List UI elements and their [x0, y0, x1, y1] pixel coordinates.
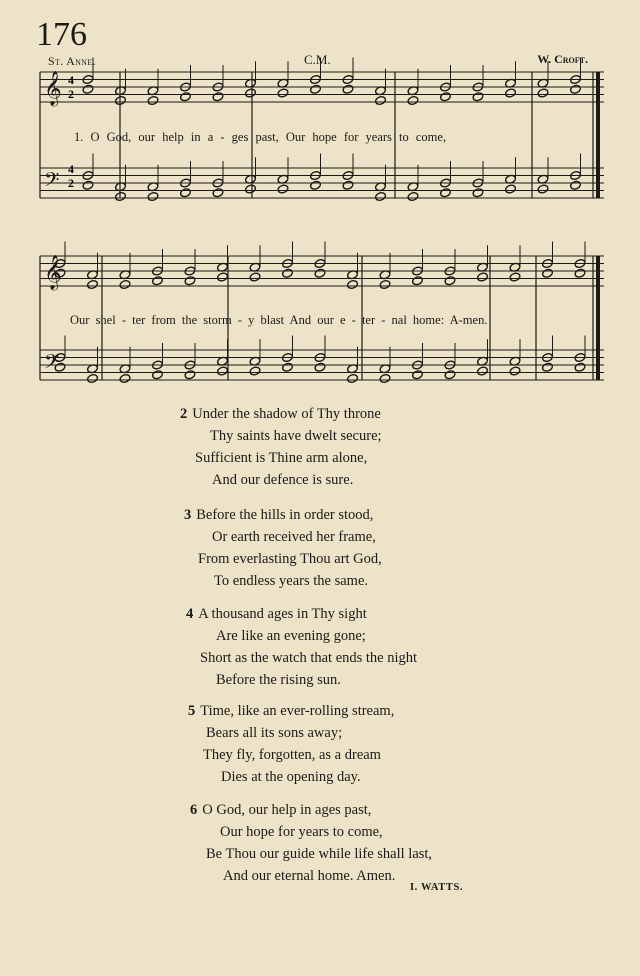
note-head: [444, 370, 456, 380]
note-head: [347, 279, 359, 289]
note-head: [509, 272, 521, 282]
note-head: [184, 276, 196, 286]
music-lyric-line-2: Our shel - ter from the storm - y blast And our e - ter - nal home: A-men.: [70, 313, 488, 327]
verse-line: Or earth received her frame,: [212, 529, 376, 545]
bass-clef-icon: 𝄢: [44, 350, 60, 378]
verse-line: Dies at the opening day.: [221, 769, 361, 785]
note-head: [570, 180, 582, 190]
verse-line: [190, 802, 371, 819]
note-head: [152, 370, 164, 380]
note-head: [282, 362, 294, 372]
note-head: [249, 272, 261, 282]
verse-number: 6: [190, 802, 198, 818]
note-head: [314, 268, 326, 278]
note-head: [407, 95, 419, 105]
note-head: [87, 373, 99, 383]
note-head: [444, 276, 456, 286]
verse-line: Thy saints have dwelt secure;: [210, 428, 382, 444]
note-head: [472, 92, 484, 102]
verse-line: They fly, forgotten, as a dream: [203, 747, 381, 763]
verse-line: Sufficient is Thine arm alone,: [195, 450, 368, 466]
verse-line: [184, 507, 373, 524]
composer: W. Croft.: [537, 52, 588, 66]
note-head: [245, 184, 257, 194]
treble-clef-icon: 𝄞: [44, 71, 62, 106]
note-head: [542, 362, 554, 372]
time-signature-top: 4: [68, 73, 74, 87]
verse-line: [188, 703, 394, 720]
bass-time-signature-bottom: 2: [68, 176, 74, 190]
tune-name: St. Anne.: [48, 54, 96, 68]
verse-text: O God, our help in ages past,: [202, 802, 372, 818]
note-head: [440, 92, 452, 102]
note-head: [570, 84, 582, 94]
note-head: [505, 88, 517, 98]
note-head: [245, 88, 257, 98]
note-head: [217, 366, 229, 376]
meter: C.M.: [304, 52, 331, 67]
note-head: [477, 272, 489, 282]
note-head: [314, 362, 326, 372]
note-head: [277, 184, 289, 194]
note-head: [180, 92, 192, 102]
note-head: [412, 370, 424, 380]
staff-systems: [40, 58, 604, 384]
note-head: [282, 268, 294, 278]
note-head: [147, 191, 159, 201]
note-head: [477, 366, 489, 376]
verse-number: 3: [184, 507, 192, 523]
bass-time-signature-top: 4: [68, 162, 74, 176]
note-head: [347, 373, 359, 383]
note-head: [147, 95, 159, 105]
verse-line: Our hope for years to come,: [220, 824, 383, 840]
verse-line: And our defence is sure.: [212, 472, 354, 488]
verse-line: Are like an evening gone;: [216, 628, 366, 644]
verse-text: Before the hills in order stood,: [196, 507, 374, 523]
note-head: [212, 188, 224, 198]
verse-line: And our eternal home. Amen.: [223, 868, 396, 884]
note-head: [537, 88, 549, 98]
time-signature-bottom: 2: [68, 87, 74, 101]
verse-line: Short as the watch that ends the night: [200, 650, 418, 666]
verse-number: 2: [180, 406, 188, 422]
hymn-number: 176: [36, 16, 87, 53]
verse-line: Bears all its sons away;: [206, 725, 343, 741]
note-head: [119, 373, 131, 383]
note-head: [574, 362, 586, 372]
note-head: [342, 180, 354, 190]
note-head: [542, 268, 554, 278]
music-lyric-line-1: 1. O God, our help in a - ges past, Our hope for years to come,: [74, 130, 447, 144]
verse-text: A thousand ages in Thy sight: [198, 606, 367, 622]
note-head: [82, 180, 94, 190]
note-head: [412, 276, 424, 286]
note-head: [119, 279, 131, 289]
note-head: [87, 279, 99, 289]
note-head: [407, 191, 419, 201]
verse-line: From everlasting Thou art God,: [198, 551, 382, 567]
note-head: [342, 84, 354, 94]
verse-text: Time, like an ever-rolling stream,: [200, 703, 395, 719]
note-head: [180, 188, 192, 198]
verse-line: [186, 606, 367, 623]
note-head: [184, 370, 196, 380]
author: I. WATTS.: [410, 882, 464, 893]
verse-line: Before the rising sun.: [216, 672, 341, 688]
note-head: [82, 84, 94, 94]
note-head: [152, 276, 164, 286]
verse-number: 5: [188, 703, 196, 719]
note-head: [509, 366, 521, 376]
note-head: [537, 184, 549, 194]
verse-line: To endless years the same.: [214, 573, 369, 589]
note-head: [379, 373, 391, 383]
verse-line: [180, 406, 381, 423]
note-head: [375, 95, 387, 105]
music-notation: [0, 0, 640, 400]
note-head: [379, 279, 391, 289]
note-head: [375, 191, 387, 201]
note-head: [310, 180, 322, 190]
note-head: [505, 184, 517, 194]
treble-clef-icon: 𝄞: [44, 255, 62, 290]
note-head: [212, 92, 224, 102]
note-head: [574, 268, 586, 278]
bass-clef-icon: 𝄢: [44, 168, 60, 196]
note-head: [249, 366, 261, 376]
note-head: [440, 188, 452, 198]
note-head: [277, 88, 289, 98]
verse-text: Under the shadow of Thy throne: [192, 406, 381, 422]
note-head: [310, 84, 322, 94]
verse-line: Be Thou our guide while life shall last,: [206, 846, 433, 862]
note-head: [217, 272, 229, 282]
note-head: [472, 188, 484, 198]
verse-number: 4: [186, 606, 194, 622]
